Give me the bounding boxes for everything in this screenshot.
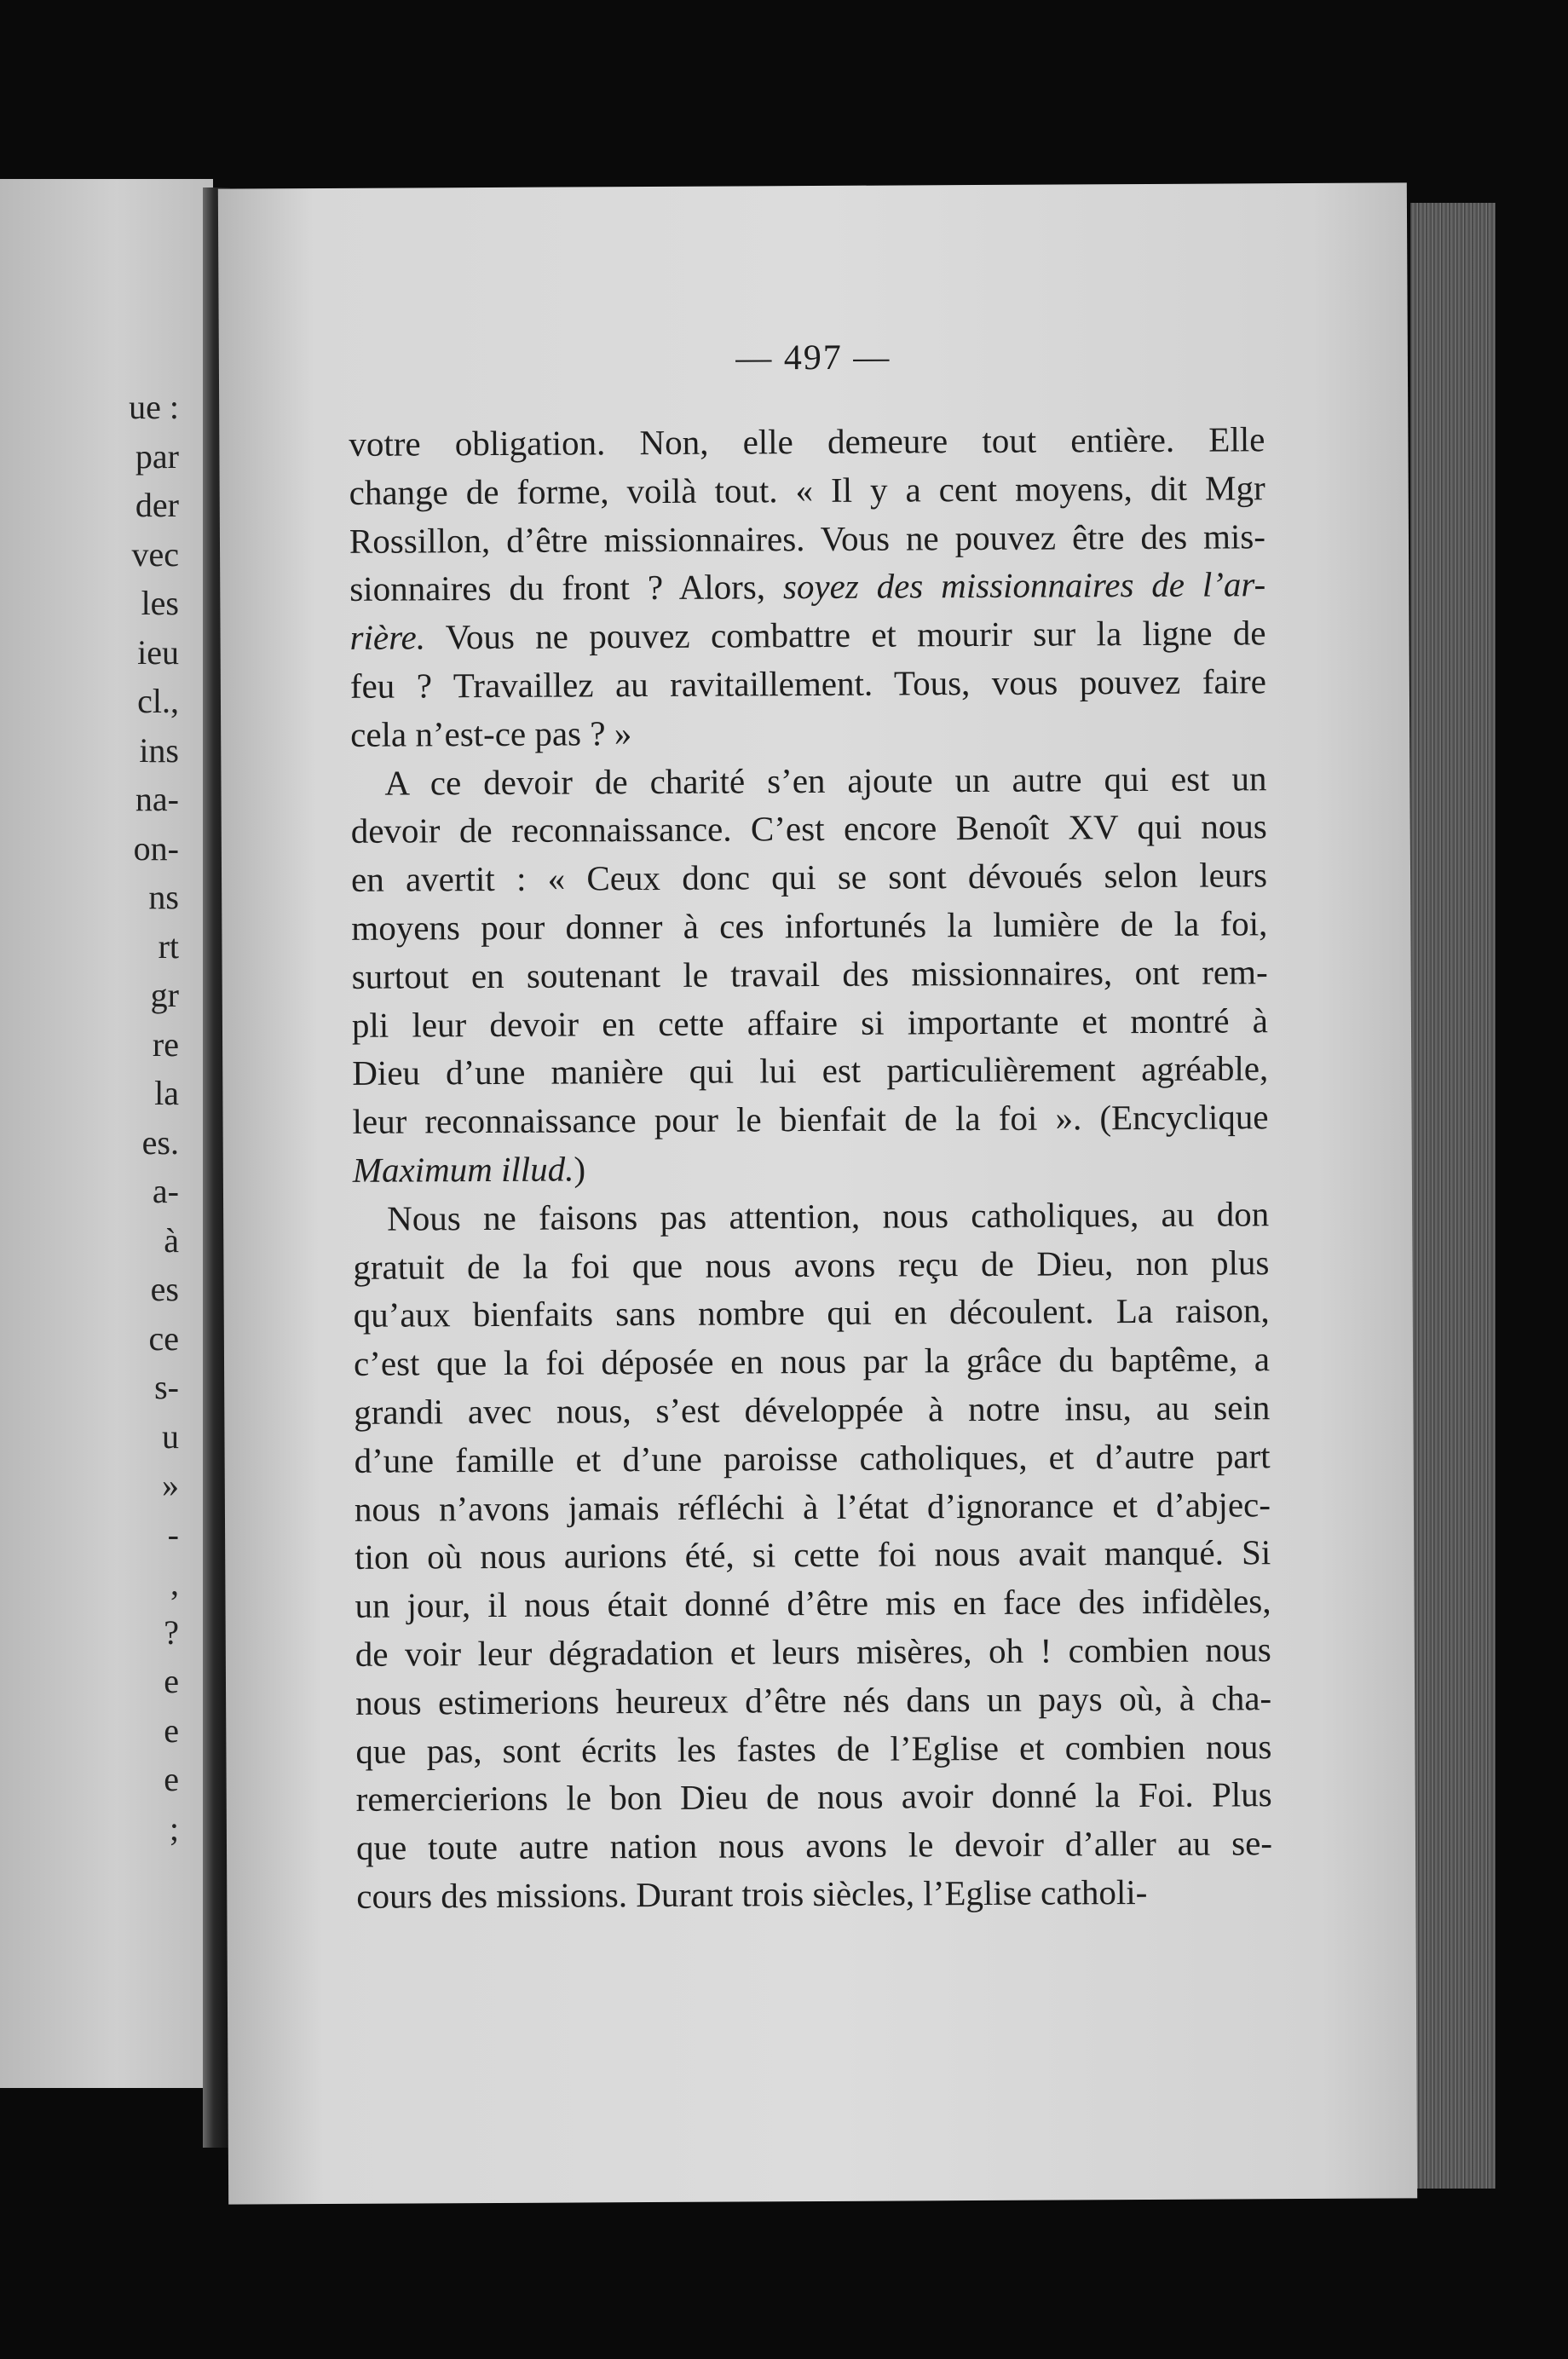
text-run: surtout en soutenant le travail des missionnaires, ont rem- (351, 951, 1268, 996)
left-page-fragment: a- (152, 1172, 179, 1210)
left-page-fragment: les (141, 584, 179, 622)
left-page-fragment: la (154, 1074, 179, 1112)
left-page-fragment: on- (133, 828, 179, 868)
text-run: qu’aux bienfaits sans nombre qui en découlent. La raison, (353, 1290, 1270, 1335)
text-run: grandi avec nous, s’est développée à notre insu, au sein (354, 1387, 1271, 1432)
left-page-fragment: cl., (137, 682, 179, 720)
text-line (350, 706, 1266, 758)
text-run: Vous ne pouvez combattre et mourir sur la ligne de (424, 613, 1266, 657)
text-line (351, 803, 1267, 856)
left-facing-page (0, 179, 213, 2088)
left-page-fragment: e (164, 1710, 179, 1750)
left-page-fragment: gr (150, 976, 179, 1014)
text-line (349, 464, 1265, 516)
text-run: nous n’avons jamais réfléchi à l’état d’ignorance et d’abjec- (354, 1484, 1271, 1529)
left-page-fragment: ieu (137, 632, 179, 672)
text-line (349, 415, 1265, 468)
text-run: cours des missions. Durant trois siècles, l’Eglise catholi- (356, 1872, 1148, 1916)
text-line (352, 1045, 1268, 1098)
left-page-fragment: rt (158, 926, 179, 966)
left-page-fragment: ins (139, 730, 179, 770)
left-page-fragment: , (170, 1564, 179, 1602)
text-line (353, 1141, 1269, 1194)
text-run: feu ? Travaillez au ravitaillement. Tous, vous pouvez faire (349, 661, 1266, 706)
text-line (355, 1625, 1271, 1678)
text-line (351, 899, 1267, 952)
text-run: que toute autre nation nous avons le devoir d’aller au se- (355, 1823, 1273, 1867)
text-run: c’est que la foi déposée en nous par la grâce du baptême, a (353, 1339, 1271, 1383)
text-run: gratuit de la foi que nous avons reçu de Dieu, non plus (353, 1242, 1270, 1287)
left-page-fragment: es (150, 1270, 179, 1308)
text-line (355, 1674, 1271, 1727)
left-page-fragment: à (164, 1220, 179, 1260)
text-line (349, 608, 1265, 661)
text-line (349, 561, 1265, 614)
left-page-fragment: der (135, 486, 179, 524)
text-run: d’une famille et d’une paroisse catholiques, et d’autre part (354, 1435, 1271, 1480)
text-line (350, 657, 1266, 710)
text-run: nous estimerions heureux d’être nés dans un pays où, à cha- (355, 1677, 1272, 1722)
left-page-fragment: vec (131, 534, 179, 574)
text-line (353, 1238, 1269, 1291)
text-run: cela n’est-ce pas ? » (350, 712, 632, 754)
left-page-fragment: re (152, 1024, 179, 1064)
left-page-fragment: ; (169, 1808, 179, 1848)
left-page-fragment: e (164, 1760, 179, 1798)
text-run: que pas, sont écrits les fastes de l’Eglise et combien nous (355, 1726, 1272, 1771)
text-line (350, 754, 1266, 807)
text-line (352, 1093, 1268, 1145)
text-run: devoir de reconnaissance. C’est encore Benoît XV qui nous (350, 806, 1267, 851)
text-run: Rossillon, d’être missionnaires. Vous ne pouvez être des mis- (349, 516, 1266, 561)
page-body-text (349, 415, 1272, 1920)
left-page-fragment: ce (148, 1318, 179, 1358)
page-stack-edge (1410, 203, 1496, 2189)
left-page-fragment: u (162, 1416, 179, 1456)
text-run: de voir leur dégradation et leurs misères, oh ! combien nous (355, 1629, 1271, 1674)
text-line (356, 1771, 1272, 1824)
text-line (355, 1480, 1271, 1533)
text-line (355, 1577, 1271, 1629)
italic-text: rière. (349, 617, 426, 658)
text-line (353, 1190, 1269, 1243)
text-line (354, 1287, 1270, 1340)
text-line (356, 1867, 1272, 1920)
book-page (218, 182, 1417, 2204)
text-run: ) (574, 1149, 586, 1189)
text-run: votre obligation. Non, elle demeure tout entière. Elle (349, 419, 1265, 464)
text-line (351, 851, 1267, 903)
text-run: leur reconnaissance pour le bienfait de la foi ». (Encyclique (352, 1097, 1269, 1142)
left-page-fragment: na- (135, 780, 179, 818)
text-run: en avertit : « Ceux donc qui se sont dévoués selon leurs (350, 855, 1268, 900)
text-run: A ce devoir de charité s’en ajoute un autre qui est un (384, 758, 1267, 803)
text-run: Nous ne faisons pas attention, nous catholiques, au don (387, 1193, 1270, 1238)
italic-text: soyez des missionnaires de l’ar- (782, 564, 1266, 607)
text-line (356, 1819, 1272, 1872)
page-number: — 497 — (735, 337, 891, 378)
left-page-fragment: » (162, 1466, 179, 1504)
left-page-fragment: es. (141, 1122, 179, 1162)
text-run: change de forme, voilà tout. « Il y a cent moyens, dit Mgr (349, 468, 1265, 512)
left-page-fragment: ue : (129, 388, 179, 426)
left-page-fragment: e (164, 1662, 179, 1700)
text-run: sionnaires du front ? Alors, (349, 567, 784, 609)
left-page-fragment: - (167, 1514, 179, 1554)
text-line (352, 996, 1268, 1049)
left-page-fragment: par (135, 436, 179, 476)
text-run: pli leur devoir en cette affaire si importante et montré à (351, 1000, 1269, 1045)
text-line (355, 1722, 1271, 1775)
text-run: moyens pour donner à ces infortunés la lumière de la foi, (351, 903, 1268, 948)
text-line (352, 948, 1268, 1001)
text-line (354, 1335, 1270, 1387)
italic-text: Maximum illud. (352, 1149, 574, 1190)
left-page-fragment: ? (164, 1612, 179, 1652)
left-page-fragment: ns (148, 878, 179, 916)
text-line (349, 512, 1265, 565)
text-run: remercierions le bon Dieu de nous avoir donné la Foi. Plus (355, 1774, 1272, 1820)
text-run: un jour, il nous était donné d’être mis en face des infidèles, (355, 1581, 1271, 1625)
text-run: Dieu d’une manière qui lui est particulièrement agréable, (352, 1048, 1269, 1093)
left-page-fragment: s- (154, 1368, 179, 1406)
text-line (354, 1383, 1270, 1436)
text-line (355, 1529, 1271, 1582)
text-run: tion où nous aurions été, si cette foi nous avait manqué. Si (355, 1532, 1271, 1577)
text-line (354, 1432, 1270, 1485)
